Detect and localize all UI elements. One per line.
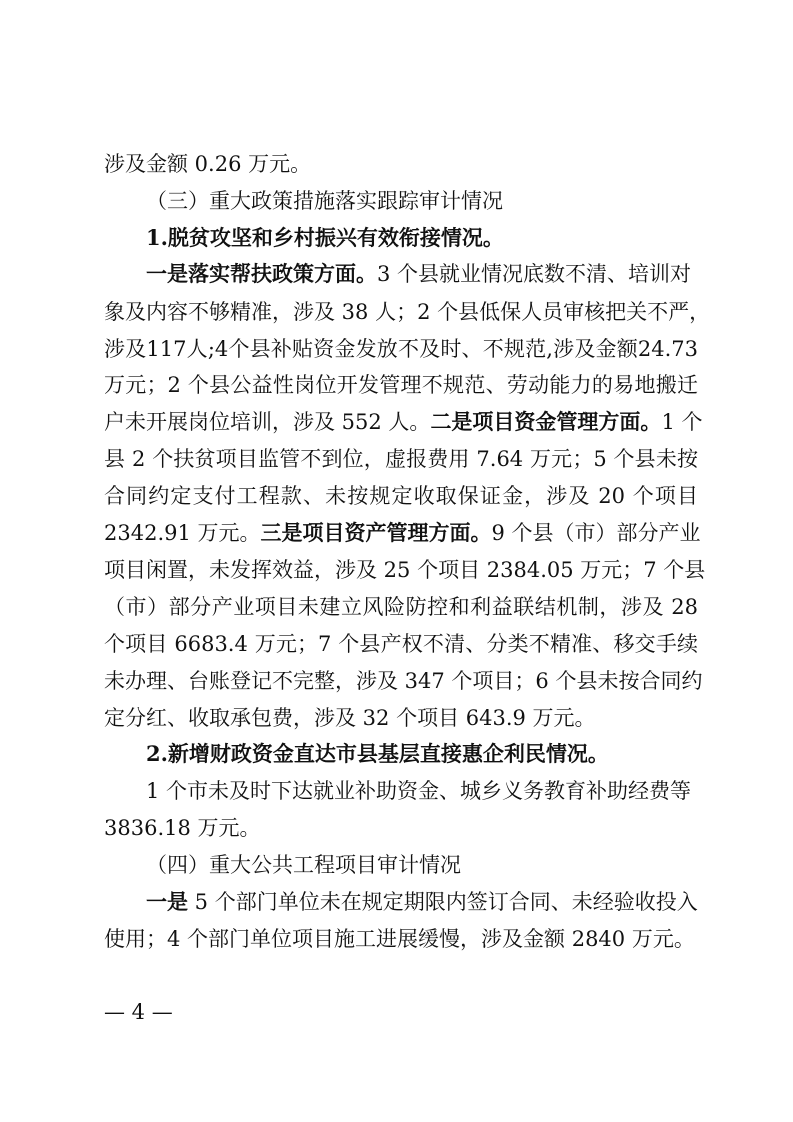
lead-phrase: 二是项目资金管理方面。 (430, 409, 662, 434)
paragraph-line: 个项目 6683.4 万元；7 个县产权不清、分类不精准、移交手续 (104, 632, 698, 656)
paragraph-line: 未办理、台账登记不完整，涉及 347 个项目；6 个县未按合同约 (104, 669, 703, 693)
paragraph-line (104, 407, 703, 437)
section-heading-3: （三）重大政策措施落实跟踪审计情况 (146, 189, 503, 213)
paragraph-line: 县 2 个扶贫项目监管不到位，虚报费用 7.64 万元；5 个县未按 (104, 447, 698, 471)
text-run: 户未开展岗位培训，涉及 552 人。 (104, 410, 431, 434)
lead-phrase: 三是项目资产管理方面。 (260, 520, 492, 545)
text-run: 1 个 (661, 410, 703, 434)
text-line: 涉及金额 0.26 万元。 (104, 152, 312, 176)
text-run: 9 个县（市）部分产业 (491, 521, 701, 545)
paragraph-line (146, 887, 698, 917)
paragraph-line: 合同约定支付工程款、未按规定收取保证金，涉及 20 个项目 (104, 484, 698, 508)
paragraph-line (146, 259, 698, 289)
paragraph-line: 1 个市未及时下达就业补助资金、城乡义务教育补助经费等 (146, 779, 692, 803)
section-heading-4: （四）重大公共工程项目审计情况 (146, 853, 461, 877)
subheading-2: 2.新增财政资金直达市县基层直接惠企利民情况。 (146, 741, 609, 766)
page-number: — 4 — (104, 1000, 173, 1024)
paragraph-line: 涉及117人;4个县补贴资金发放不及时、不规范,涉及金额24.73 (104, 337, 698, 361)
lead-phrase: 一是 (146, 889, 188, 914)
text-run: 3 个县就业情况底数不清、培训对 (377, 262, 692, 286)
paragraph-line: 象及内容不够精准，涉及 38 人；2 个县低保人员审核把关不严， (104, 300, 711, 324)
subheading-1: 1.脱贫攻坚和乡村振兴有效衔接情况。 (146, 225, 504, 250)
paragraph-line: 定分红、收取承包费，涉及 32 个项目 643.9 万元。 (104, 706, 596, 730)
paragraph-line: 项目闲置，未发挥效益，涉及 25 个项目 2384.05 万元；7 个县 (104, 558, 706, 582)
paragraph-line: 3836.18 万元。 (104, 816, 261, 840)
paragraph-line: 万元；2 个县公益性岗位开发管理不规范、劳动能力的易地搬迁 (104, 373, 698, 397)
paragraph-line (104, 518, 701, 548)
text-run: 2342.91 万元。 (104, 521, 261, 545)
text-run: 5 个部门单位未在规定期限内签订合同、未经验收投入 (188, 890, 698, 914)
paragraph-line: （市）部分产业项目未建立风险防控和利益联结机制，涉及 28 (104, 595, 698, 619)
lead-phrase: 一是落实帮扶政策方面。 (146, 261, 377, 286)
paragraph-line: 使用；4 个部门单位项目施工进展缓慢，涉及金额 2840 万元。 (104, 927, 695, 951)
